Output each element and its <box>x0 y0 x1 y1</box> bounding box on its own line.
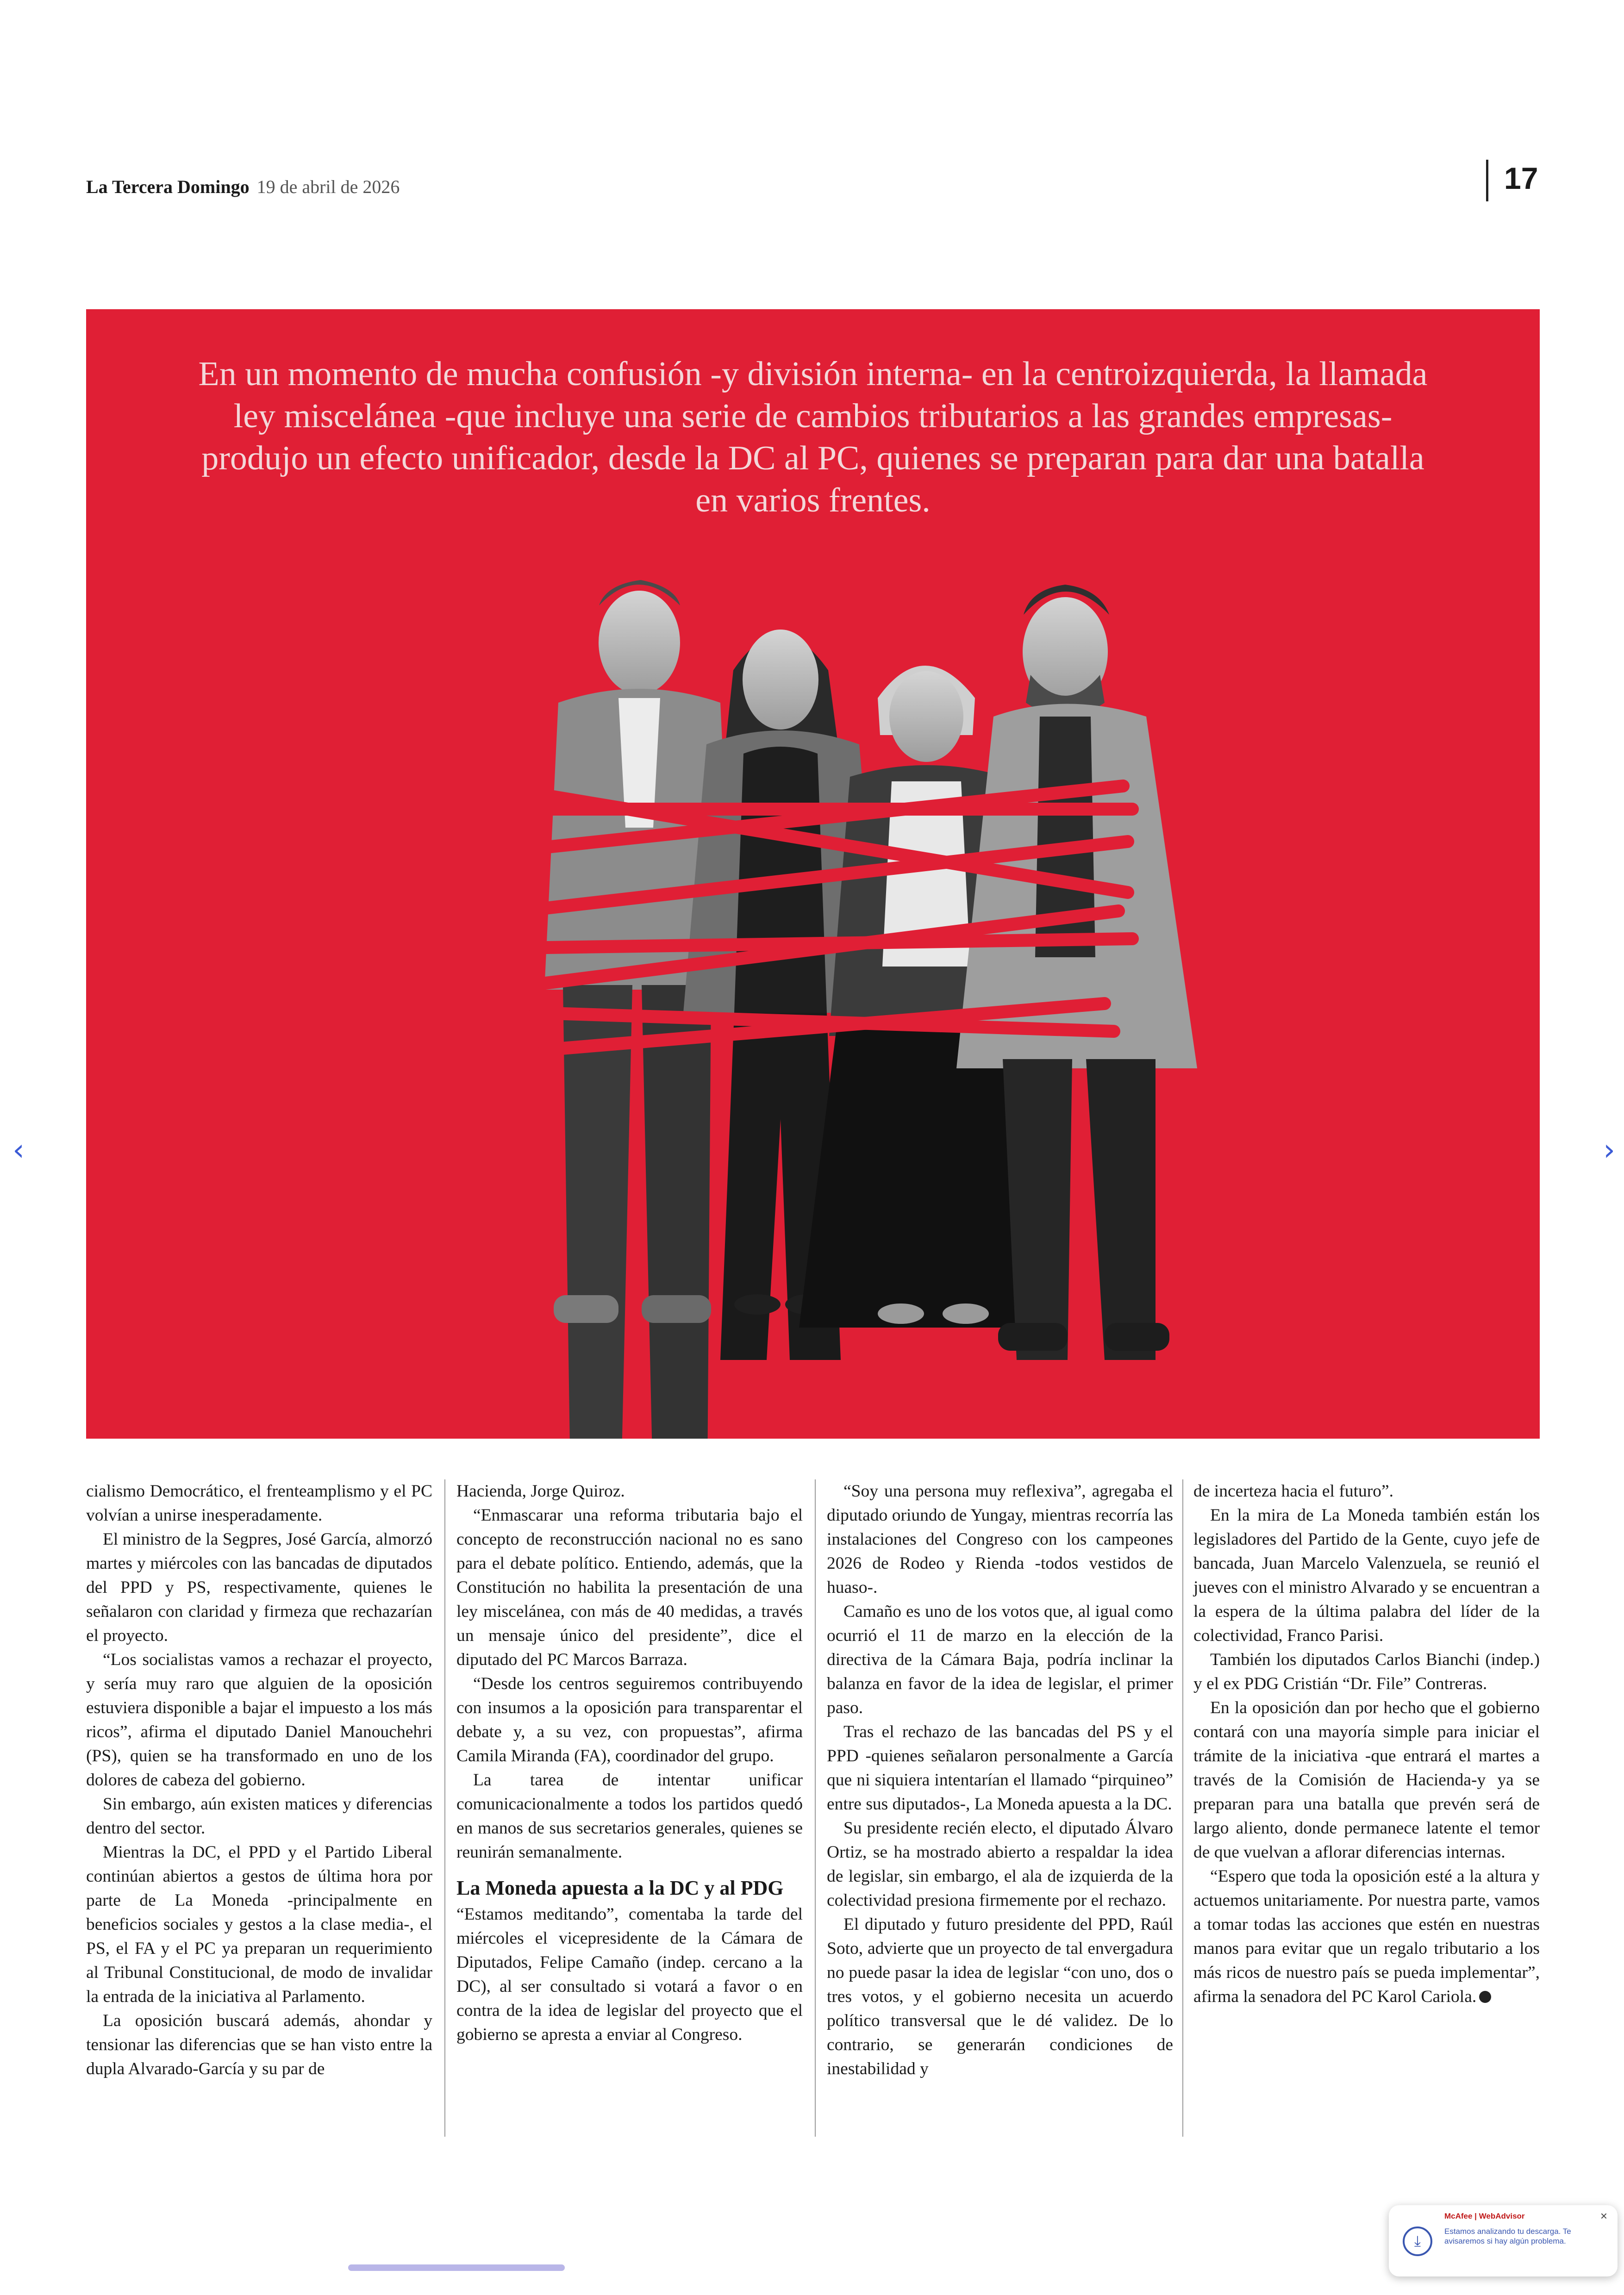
paragraph: “Soy una persona muy reflexiva”, agregaba el diputado oriundo de Yungay, mientras recorría las instalaciones del Congreso con los campeones 2026 de Rodeo y Rienda -todos vestidos de huaso-. <box>827 1482 1173 1597</box>
paragraph: “Estamos meditando”, comentaba la tarde del miércoles el vicepresidente de la Cámara de Diputados, Felipe Camaño (indep. cercano a la DC), al ser consultado si votará a favor o en contra de la idea de legislar del proyecto que el gobierno se apresta a enviar al Congreso. <box>456 1905 803 2044</box>
paragraph: “Enmascarar una reforma tributaria bajo el concepto de reconstrucción nacional no es sano para el debate político. Entiendo, además, que la Constitución no habilita la presentación de una ley miscelánea, con más de 40 medidas, a través un mensaje único del presidente”, dice el diputado del PC Marcos Barraza. <box>456 1506 803 1669</box>
paragraph: Camaño es uno de los votos que, al igual como ocurrió el 11 de marzo en la elección de la directiva de la Cámara Baja, podría inclinar la balanza en favor de la idea de legislar, el primer paso. <box>827 1602 1173 1717</box>
page-header <box>86 176 400 198</box>
article-column-4 <box>1193 1479 1540 2137</box>
page-number: 17 <box>1486 160 1538 201</box>
article-column-1 <box>86 1479 432 2137</box>
lead-paragraph: En un momento de mucha confusión -y división interna- en la centroizquierda, la llamada ley miscelánea -que incluye una serie de cambios tributarios a las grandes empresas- produjo un efecto unificador, desde la DC al PC, quienes se preparan para dar una batalla en varios frentes. <box>198 355 1428 519</box>
article-column-2 <box>456 1479 803 2137</box>
paragraph: El ministro de la Segpres, José García, almorzó martes y miércoles con las bancadas de diputados del PPD y PS, respectivamente, quienes le señalaron con claridad y firmeza que rechazarían el proyecto. <box>86 1530 432 1645</box>
paragraph: La tarea de intentar unificar comunicacionalmente a todos los partidos quedó en manos de sus secretarios generales, quienes se reunirán semanalmente. <box>456 1771 803 1862</box>
chevron-right-icon[interactable]: › <box>1603 1133 1615 1167</box>
publication-date: 19 de abril de 2026 <box>256 176 400 197</box>
paragraph: También los diputados Carlos Bianchi (indep.) y el ex PDG Cristián “Dr. File” Contreras. <box>1193 1650 1540 1693</box>
article-column-3 <box>827 1479 1173 2137</box>
end-of-article-icon <box>1479 1991 1491 2003</box>
paragraph: “Desde los centros seguiremos contribuyendo con insumos a la oposición para transparentar el debate y, a su vez, con propuestas”, afirma Camila Miranda (FA), coordinador del grupo. <box>456 1674 803 1765</box>
paragraph: En la oposición dan por hecho que el gobierno contará con una mayoría simple para iniciar el trámite de la iniciativa -que entrará el martes a través de la Comisión de Hacienda-y ya se preparan para una batalla que prevén será de largo aliento, donde permanece latente el temor de que vuelvan a aflorar diferencias internas. <box>1193 1698 1540 1862</box>
column-divider <box>1182 1479 1183 2137</box>
paragraph: de incerteza hacia el futuro”. <box>1193 1482 1394 1501</box>
publication-name: La Tercera Domingo <box>86 176 250 197</box>
paragraph: Sin embargo, aún existen matices y diferencias dentro del sector. <box>86 1795 432 1838</box>
paragraph: Mientras la DC, el PPD y el Partido Liberal continúan abiertos a gestos de última hora por parte de La Moneda -principalmente en beneficios sociales y gestos a la clase media-, el PS, el FA y el PC ya preparan un requerimiento al Tribunal Constitucional, de modo de invalidar la entrada de la iniciativa al Parlamento. <box>86 1843 432 2006</box>
horizontal-scrollbar[interactable] <box>348 2264 565 2271</box>
paragraph: Tras el rechazo de las bancadas del PS y el PPD -quienes señalaron personalmente a García que ni siquiera intentarían el llamado “pirquineo” entre sus diputados-, La Moneda apuesta a la DC. <box>827 1722 1173 1814</box>
column-divider <box>444 1479 445 2137</box>
feature-photo <box>86 309 1540 1439</box>
notification-message: Estamos analizando tu descarga. Te avisaremos si hay algún problema. <box>1444 2227 1571 2245</box>
paragraph: “Los socialistas vamos a rechazar el proyecto, y sería muy raro que alguien de la oposición estuviera disponible a bajar el impuesto a los más ricos”, afirma el diputado Daniel Manouchehri (PS), quien se ha transformado en uno de los dolores de cabeza del gobierno. <box>86 1650 432 1790</box>
column-divider <box>815 1479 816 2137</box>
paragraph: Hacienda, Jorge Quiroz. <box>456 1482 625 1501</box>
paragraph-text: “Espero que toda la oposición esté a la altura y actuemos unitariamente. Por nuestra parte, vamos a tomar todas las acciones que estén en nuestras manos para evitar que un regalo tributario a los más ricos de nuestro país se pueda implementar”, afirma la senadora del PC Karol Cariola. <box>1193 1867 1540 2006</box>
article-body <box>86 1479 1540 2137</box>
paragraph: En la mira de La Moneda también están los legisladores del Partido de la Gente, cuyo jefe de bancada, Juan Marcelo Valenzuela, se reunió el jueves con el ministro Alvarado y se encuentran a la espera de la última palabra del líder de la colectividad, Franco Parisi. <box>1193 1506 1540 1645</box>
close-icon[interactable]: × <box>1600 2209 1607 2223</box>
paragraph: cialismo Democrático, el frenteamplismo y el PC volvían a unirse inesperadamente. <box>86 1482 432 1525</box>
paragraph: La oposición buscará además, ahondar y tensionar las diferencias que se han visto entre la dupla Alvarado-García y su par de <box>86 2011 432 2078</box>
chevron-left-icon[interactable]: ‹ <box>12 1133 25 1167</box>
section-subheading: La Moneda apuesta a la DC y al PDG <box>456 1877 784 1899</box>
paragraph: Su presidente recién electo, el diputado Álvaro Ortiz, se ha mostrado abierto a respaldar la idea de legislar, sin embargo, el ala de izquierda de la colectividad presiona firmemente por el rechazo. <box>827 1819 1173 1910</box>
download-icon: ⤓ <box>1403 2226 1432 2256</box>
download-notification <box>1389 2205 1618 2276</box>
paragraph <box>1193 1865 1540 2009</box>
paragraph: El diputado y futuro presidente del PPD, Raúl Soto, advierte que un proyecto de tal envergadura no puede pasar la idea de legislar “con uno, dos o tres votos, y el gobierno necesita un acuerdo político transversal que le dé validez. De lo contrario, se generarán condiciones de inestabilidad y <box>827 1915 1173 2078</box>
notification-brand: McAfee | WebAdvisor <box>1444 2212 1525 2220</box>
